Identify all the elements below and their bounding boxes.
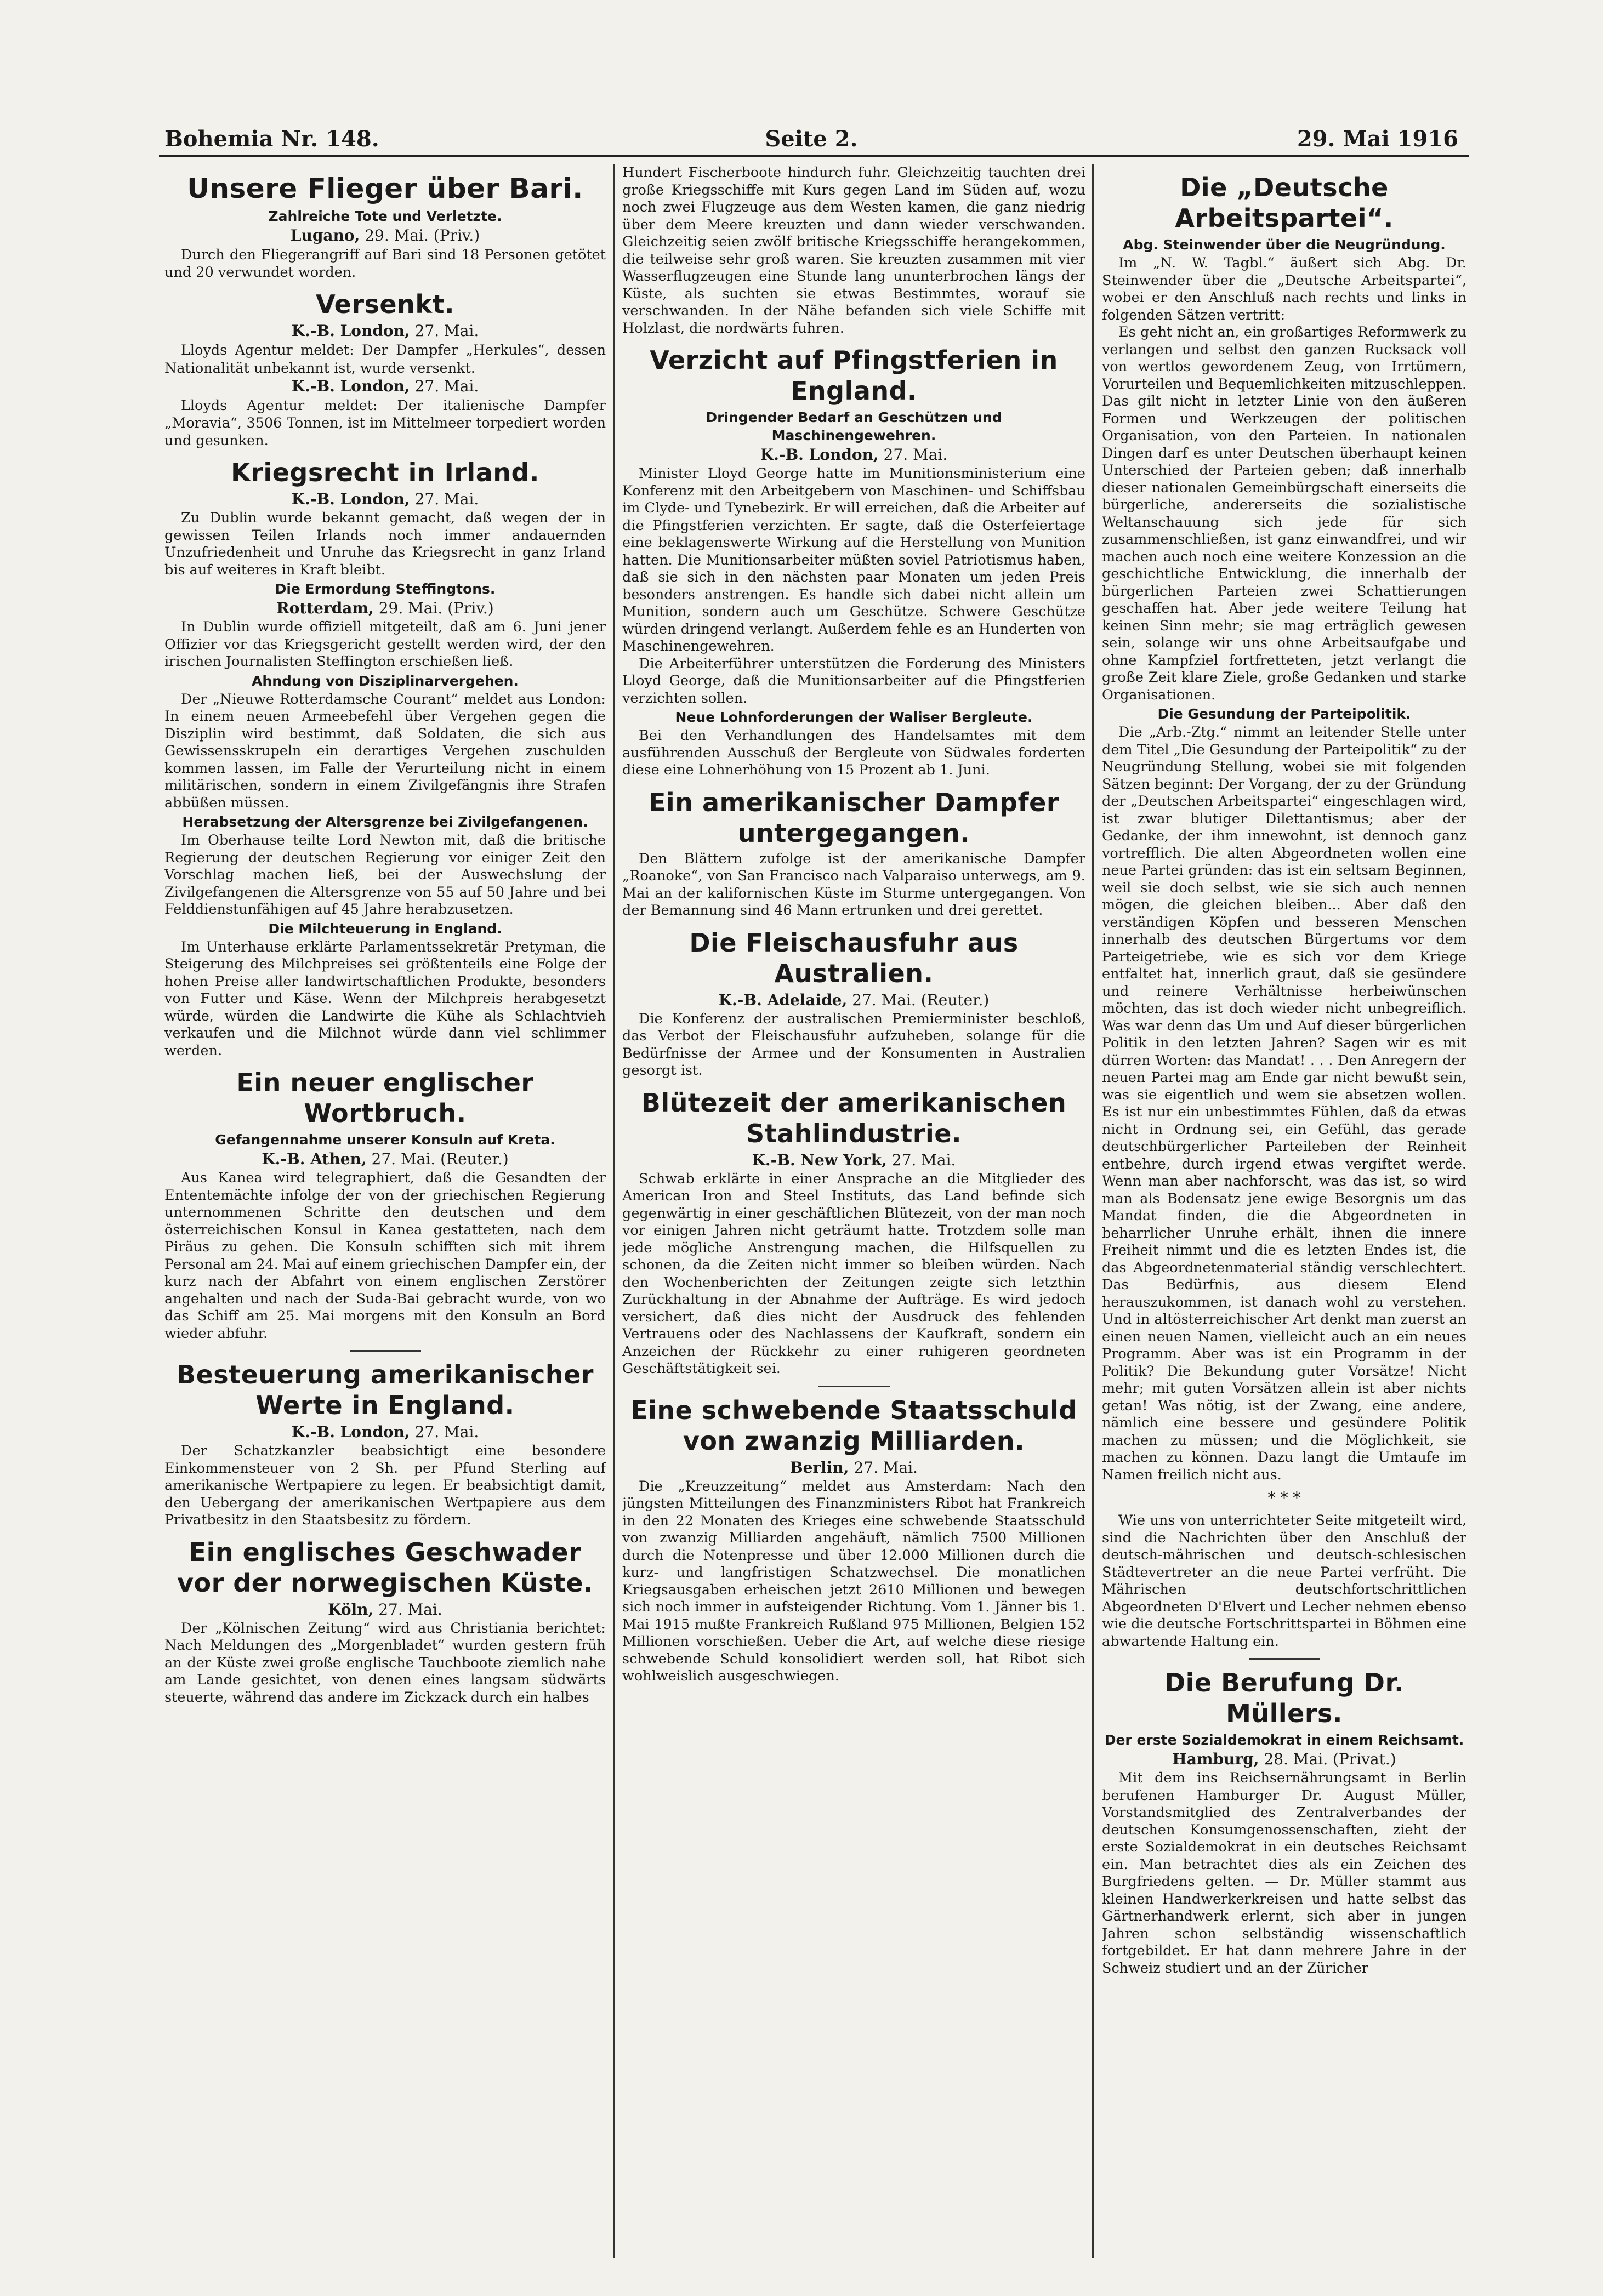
article-body: In Dublin wurde offiziell mitgeteilt, daß am 6. Juni jener Offizier vor das Kriegsgericht gestellt werden wird, der den irischen Journalisten Steffington erschießen ließ. (164, 619, 606, 670)
article-fleischausfuhr (622, 927, 1085, 1080)
article-arbeitspartei (1102, 172, 1466, 1650)
article-wortbruch (164, 1067, 606, 1342)
column-rule (613, 164, 615, 2258)
article-flieger-bari (164, 172, 606, 281)
article-body: Die „Arb.-Ztg.“ nimmt an leitender Stelle unter dem Titel „Die Gesundung der Parteipolitik“ zu der Neugründung Stellung, wobei sie mit folgenden Sätzen beginnt: Der Vorgang, der zu der Gründung der „Deutschen Arbeitspartei“ eingeschlagen wird, ist zwar blutiger Dilettantismus; aber der Gedanke, der ihm innewohnt, ist dennoch ganz vortrefflich. Die alten Abgeordneten wollen eine neue Partei gründen: das ist ein seltsam Beginnen, weil sie doch selbst, wie sie sich auch nennen mögen, die gleichen bleiben... Aber daß den verständigen Köpfen und besseren Menschen innerhalb des deutschen Bürgertums vor dem Parteigetriebe, wie es sich vor dem Kriege entfaltet hat, innerlich graut, daß sie gesündere und reinere Verhältnisse herbeiwünschen möchten, das ist doch wieder nicht unbegreiflich. Was war denn das Um und Auf dieser bürgerlichen Politik in den letzten Jahren? Sagen wir es mit dürren Worten: das Mandat! . . . Den Anregern der neuen Partei mag am Ende gar nicht bewußt sein, was sie eigentlich und wem sie absetzen wollen. Es ist nur ein unbestimmtes Fühlen, daß da etwas nicht in Ordnung sei, ein Gefühl, das gerade deutschbürgerlicher Parteileben der Reinheit entbehre, durch irgend etwas vergiftet werde. Wenn man aber nachforscht, was das ist, so wird man als Bodensatz jene ewige Besorgnis um das Mandat finden, die die Abgeordneten in beharrlicher Unruhe erhält, ihnen die innere Freiheit nimmt und die es letzten Endes ist, die das Abgeordnetenmaterial ständig verschlechtert. Das Bedürfnis, aus diesem Elend herauszukommen, ist danach wohl zu verstehen. Und in altösterreichischer Art denkt man zuerst an einen neuen Namen, vielleicht auch an ein neues Programm. Aber was ist ein Programm in der Politik? Die Bekundung guter Vorsätze! Nicht mehr; mit guten Vorsätzen allein ist aber nichts getan! Was nötig, ist der Zwang, eine andere, nämlich eine bessere und gesündere Politik machen zu müssen; und die Möglichkeit, sie machen zu können. Dazu langt die Umtaufe im Namen freilich nicht aus. (1102, 724, 1466, 1483)
article-headline: Ein englisches Geschwader vor der norwegischen Küste. (177, 1537, 594, 1598)
article-berufung-mueller (1102, 1667, 1466, 1977)
article-kriegsrecht-irland (164, 457, 606, 1059)
section-stars: * * * (1267, 1489, 1301, 1507)
article-stahlindustrie (622, 1087, 1085, 1378)
article-body: Zu Dublin wurde bekannt gemacht, daß wegen der in gewissen Teilen Irlands noch immer andauernden Unzufriedenheit und Unruhe das Kriegsrecht in ganz Irland bis auf weiteres in Kraft bleibt. (164, 510, 606, 578)
dateline: Hamburg, 28. Mai. (Privat.) (1172, 1750, 1396, 1768)
article-versenkt (164, 289, 606, 449)
dateline: K.-B. Athen, 27. Mai. (Reuter.) (262, 1150, 509, 1169)
article-body: Minister Lloyd George hatte im Munitionsministerium eine Konferenz mit den Arbeitgebern von Maschinen- und Schiffsbau im Clyde- und Tynebezirk. Er will erreichen, daß die Arbeiter auf die Pfingstferien verzichten. Er sagte, daß die Osterfeiertage eine beklagenswerte Wirkung auf die Herstellung von Munition hatten. Die Munitionsarbeiter müßten soviel Patriotismus haben, daß sie sich in den nächsten paar Monaten um jeden Preis besonders anstrengen. Es handle sich dabei nicht allein um Munition, sondern auch um Geschütze. Schwere Geschütze würden dringend verlangt. Außerdem fehle es an Hunderten von Maschinengewehren. (622, 465, 1085, 654)
article-body: Aus Kanea wird telegraphiert, daß die Gesandten der Ententemächte infolge der von der griechischen Regierung unternommenen Schritte den deutschen und dem österreichischen Konsul in Kanea gestatteten, nach dem Piräus zu gehen. Die Konsuln schifften sich mit ihrem Personal am 24. Mai auf einem griechischen Dampfer ein, der kurz nach der Abfahrt von einem englischen Zerstörer angehalten und nach der Suda-Bai gebracht wurde, von wo das Schiff am 25. Mai morgens mit den Konsuln an Bord wieder abfuhr. (164, 1170, 606, 1342)
article-body: Lloyds Agentur meldet: Der italienische Dampfer „Moravia“, 3506 Tonnen, ist im Mittelmeer torpediert worden und gesunken. (164, 397, 606, 449)
article-subhead: Gefangennahme unserer Konsuln auf Kreta. (215, 1132, 555, 1148)
article-dampfer (622, 787, 1085, 920)
section-subhead: Neue Lohnforderungen der Waliser Bergleute. (675, 709, 1033, 725)
article-pfingstferien (622, 345, 1085, 779)
article-subhead: Abg. Steinwender über die Neugründung. (1123, 237, 1446, 253)
article-body: Der „Kölnischen Zeitung“ wird aus Christiania berichtet: Nach Meldungen des „Morgenbladet“ wurden gestern früh an der Küste zwei große englische Tauchboote ziemlich nahe am Lande gesichtet, von denen eines langsam südwärts steuerte, während das andere im Zickzack durch ein halbes (164, 1620, 606, 1706)
article-geschwader (164, 1537, 606, 1707)
dateline: K.-B. London, 27. Mai. (760, 446, 948, 464)
article-body: Die Konferenz der australischen Premierminister beschloß, das Verbot der Fleischausfuhr aufzuheben, solange für die Bedürfnisse der Armee und der Konsumenten in Australien gesorgt ist. (622, 1010, 1085, 1079)
article-headline: Kriegsrecht in Irland. (231, 458, 539, 488)
article-body: Bei den Verhandlungen des Handelsamtes mit dem ausführenden Ausschuß der Bergleute von Südwales forderten diese eine Lohnerhöhung von 15 Prozent ab 1. Juni. (622, 727, 1085, 778)
article-body: Durch den Fliegerangriff auf Bari sind 18 Personen getötet und 20 verwundet worden. (164, 247, 606, 281)
article-headline: Die Berufung Dr. Müllers. (1164, 1668, 1405, 1728)
article-body: Schwab erklärte in einer Ansprache an die Mitglieder des American Iron and Steel Instituts, das Land befinde sich gegenwärtig in einer geschäftlichen Blütezeit, von der man noch vor einigen Jahren nicht geträumt hatte. Trotzdem solle man jede mögliche Anstrengung machen, die Hilfsquellen zu schonen, da die Zeiten nicht immer so bleiben würden. Nach den Wochenberichten der Zeitungen zeigte sich letzthin Zurückhaltung in der Abnahme der Aufträge. Es wird jedoch versichert, daß dies nicht der Ausdruck des fehlenden Vertrauens oder des Nachlassens der Kaufkraft, sondern ein Anzeichen der Rückkehr zu einer ruhigeren geordneten Geschäftstätigkeit sei. (622, 1170, 1085, 1377)
header-date: 29. Mai 1916 (1297, 126, 1458, 152)
article-subhead: Zahlreiche Tote und Verletzte. (268, 208, 502, 224)
article-subhead: Der erste Sozialdemokrat in einem Reichsamt. (1104, 1732, 1464, 1748)
article-headline: Eine schwebende Staatsschuld von zwanzig Milliarden. (630, 1395, 1077, 1456)
article-headline: Verzicht auf Pfingstferien in England. (650, 345, 1058, 406)
dateline: Rotterdam, 29. Mai. (Priv.) (276, 599, 494, 618)
column-left (164, 164, 606, 2264)
separator-rule (818, 1386, 890, 1387)
article-body: Der Schatzkanzler beabsichtigt eine besondere Einkommensteuer von 2 Sh. per Pfund Sterling auf amerikanische Wertpapiere zu legen. Er beabsichtigt damit, den Uebergang der amerikanischen Wertpapiere aus dem Privatbesitz in den Staatsbesitz zu fördern. (164, 1443, 606, 1529)
section-subhead: Herabsetzung der Altersgrenze bei Zivilgefangenen. (182, 814, 588, 830)
page-header (164, 122, 1458, 156)
dateline: K.-B. London, 27. Mai. (291, 490, 479, 509)
article-headline: Die „Deutsche Arbeitspartei“. (1175, 173, 1394, 233)
dateline: K.-B. London, 27. Mai. (291, 1423, 479, 1442)
article-continuation: Hundert Fischerboote hindurch fuhr. Gleichzeitig tauchten drei große Kriegsschiffe mit Kurs gegen Land im Süden auf, wozu noch zwei Flugzeuge aus dem Westen kamen, die ganz niedrig über dem Meere kreuzten und dann wieder verschwanden. Gleichzeitig seien zwölf britische Kriegsschiffe herangekommen, die teilweise sehr groß waren. Sie kreuzten zusammen mit vier Wasserflugzeugen eine Stunde lang ununterbrochen längs der Küste, als suchten sie etwas Bestimmtes, worauf sie verschwanden. In der Nähe befanden sich viele Schiffe mit Holzlast, die nordwärts fuhren. (622, 164, 1085, 337)
section-subhead: Die Milchteuerung in England. (268, 920, 502, 937)
article-body: Im „N. W. Tagbl.“ äußert sich Abg. Dr. Steinwender über die „Deutsche Arbeitspartei“, wobei er den Anschluß nach rechts und links in folgenden Sätzen vertritt: (1102, 255, 1466, 323)
article-headline: Versenkt. (316, 289, 454, 320)
dateline: Lugano, 29. Mai. (Priv.) (290, 226, 480, 244)
dateline: Köln, 27. Mai. (328, 1600, 442, 1619)
column-right (1102, 164, 1466, 2264)
article-subhead: Dringender Bedarf an Geschützen und Maschinengewehren. (706, 409, 1002, 443)
article-headline: Ein neuer englischer Wortbruch. (236, 1068, 534, 1129)
article-body: Im Oberhause teilte Lord Newton mit, daß die britische Regierung der deutschen Regierung vor einiger Zeit den Vorschlag machen ließ, bei der Auswechslung der Zivilgefangenen die Altersgrenze von 55 auf 50 Jahre und bei Felddienstunfähigen auf 45 Jahre herabzusetzen. (164, 832, 606, 918)
dateline: K.-B. New York, 27. Mai. (752, 1150, 956, 1169)
column-rule (1092, 164, 1094, 2258)
article-body: Wie uns von unterrichteter Seite mitgeteilt wird, sind die Nachrichten über den Anschluß der deutsch-mährischen und deutsch-schlesischen Städtevertreter an die neue Partei verfrüht. Die Mährischen deutschfortschrittlichen Abgeordneten D'Elvert und Lecher nehmen ebenso wie die deutsche Fortschrittspartei in Böhmen eine abwartende Haltung ein. (1102, 1512, 1466, 1650)
section-subhead: Ahndung von Disziplinarvergehen. (252, 673, 519, 689)
dateline: K.-B. London, 27. Mai. (291, 322, 479, 340)
article-headline: Besteuerung amerikanischer Werte in England. (177, 1360, 594, 1421)
article-body: Mit dem ins Reichsernährungsamt in Berlin berufenen Hamburger Dr. August Müller, Vorstandsmitglied des Zentralverbandes der deutschen Konsumgenossenschaften, zieht der erste Sozialdemokrat in ein deutsches Reichsamt ein. Man betrachtet dies als ein Zeichen des Burgfriedens gelten. — Dr. Müller stammt aus kleinen Handwerkerkreisen und hatte selbst das Gärtnerhandwerk erlernt, sich aber in jungen Jahren schon selbständig wissenschaftlich fortgebildet. Er hat dann mehrere Jahre in der Schweiz studiert und an der Züricher (1102, 1770, 1466, 1976)
article-headline: Unsere Flieger über Bari. (187, 173, 583, 204)
article-staatsschuld (622, 1395, 1085, 1685)
article-headline: Die Fleischausfuhr aus Australien. (689, 927, 1019, 988)
article-body: Die „Kreuzzeitung“ meldet aus Amsterdam: Nach den jüngsten Mitteilungen des Finanzministers Ribot hat Frankreich in den 22 Monaten des Krieges eine schwebende Staatsschuld von zwanzig Milliarden angehäuft, nämlich 7500 Millionen durch die Notenpresse und über 12.000 Millionen durch die kurz- und langfristigen Schatzwechsel. Die monatlichen Kriegsausgaben erheischen jetzt 2610 Millionen und bewegen sich noch immer in aufsteigender Richtung. Vom 1. Jänner bis 1. Mai 1915 mußte Frankreich Rußland 975 Millionen, Belgien 152 Millionen vorschießen. Ueber die Art, auf welche diese riesige schwebende Schuld konsolidiert werden soll, hat Ribot sich wohlweislich ausgeschwiegen. (622, 1478, 1085, 1684)
column-middle (622, 164, 1085, 2264)
separator-rule (350, 1350, 421, 1352)
dateline: K.-B. London, 27. Mai. (291, 377, 479, 395)
header-paper-name: Bohemia Nr. 148. (164, 126, 379, 152)
header-page-number: Seite 2. (765, 126, 858, 152)
article-body: Der „Nieuwe Rotterdamsche Courant“ meldet aus London: In einem neuen Armeebefehl über Vergehen gegen die Disziplin wird bestimmt, daß Soldaten, die sich aus Gewissensskrupeln ein derartiges Vergehen zuschulden kommen lassen, im Falle der Verurteilung nicht in einem militärischen, sondern in einem Zivilgefängnis ihre Strafen abbüßen müssen. (164, 691, 606, 811)
dateline: K.-B. Adelaide, 27. Mai. (Reuter.) (718, 990, 990, 1009)
article-body: Es geht nicht an, ein großartiges Reformwerk zu verlangen und selbst den ganzen Rucksack voll von wertlos gewordenem Zeug, von Irrtümern, Vorurteilen und Bequemlichkeiten mitzuschleppen. Das gilt nicht in letzter Linie von den äußeren Formen und Werkzeugen der politischen Organisation, von den Parteien. In nationalen Dingen darf es unter Deutschen überhaupt keinen Unterschied der Parteien geben; daß innerhalb dieser nationalen Gemeinbürgschaft einerseits die bürgerliche, andererseits die sozialistische Weltanschauung sich jede für sich zusammenschließen, ist ganz einwandfrei, und wir machen auch noch eine weitere Konzession an die geschichtliche Entwicklung, die innerhalb der bürgerlichen Parteien zwei Schattierungen geschaffen hat. Aber jede weitere Teilung hat keinen Sinn mehr; sie mag erträglich gewesen sein, solange wir uns ohne Arbeitsaufgabe und ohne Kampfziel fortfretteten, jetzt verlangt die große Zeit klare Ziele, große Gedanken und starke Organisationen. (1102, 324, 1466, 703)
section-subhead: Die Ermordung Steffingtons. (275, 581, 496, 597)
article-besteuerung (164, 1359, 606, 1529)
section-subhead: Die Gesundung der Parteipolitik. (1157, 706, 1411, 722)
header-rule (159, 155, 1469, 157)
article-headline: Ein amerikanischer Dampfer untergegangen. (649, 787, 1059, 848)
separator-rule (1249, 1658, 1320, 1660)
dateline: Berlin, 27. Mai. (789, 1458, 918, 1477)
article-body: Lloyds Agentur meldet: Der Dampfer „Herkules“, dessen Nationalität unbekannt ist, wurde versenkt. (164, 342, 606, 377)
article-body: Im Unterhause erklärte Parlamentssekretär Pretyman, die Steigerung des Milchpreises sei größtenteils eine Folge der hohen Preise aller landwirtschaftlichen Produkte, besonders von Futter und Käse. Wenn der Milchpreis herabgesetzt würde, würden die Landwirte die Kühe als Schlachtvieh verkaufen und die Milchnot würde dann viel schlimmer werden. (164, 938, 606, 1059)
article-headline: Blütezeit der amerikanischen Stahlindustrie. (641, 1087, 1067, 1148)
article-body: Den Blättern zufolge ist der amerikanische Dampfer „Roanoke“, von San Francisco nach Valparaiso unterwegs, am 9. Mai an der kalifornischen Küste im Sturme untergegangen. Von der Bemannung sind 46 Mann ertrunken und drei gerettet. (622, 850, 1085, 919)
article-body: Die Arbeiterführer unterstützen die Forderung des Ministers Lloyd George, daß die Munitionsarbeiter auf die Pfingstferien verzichten sollen. (622, 655, 1085, 707)
